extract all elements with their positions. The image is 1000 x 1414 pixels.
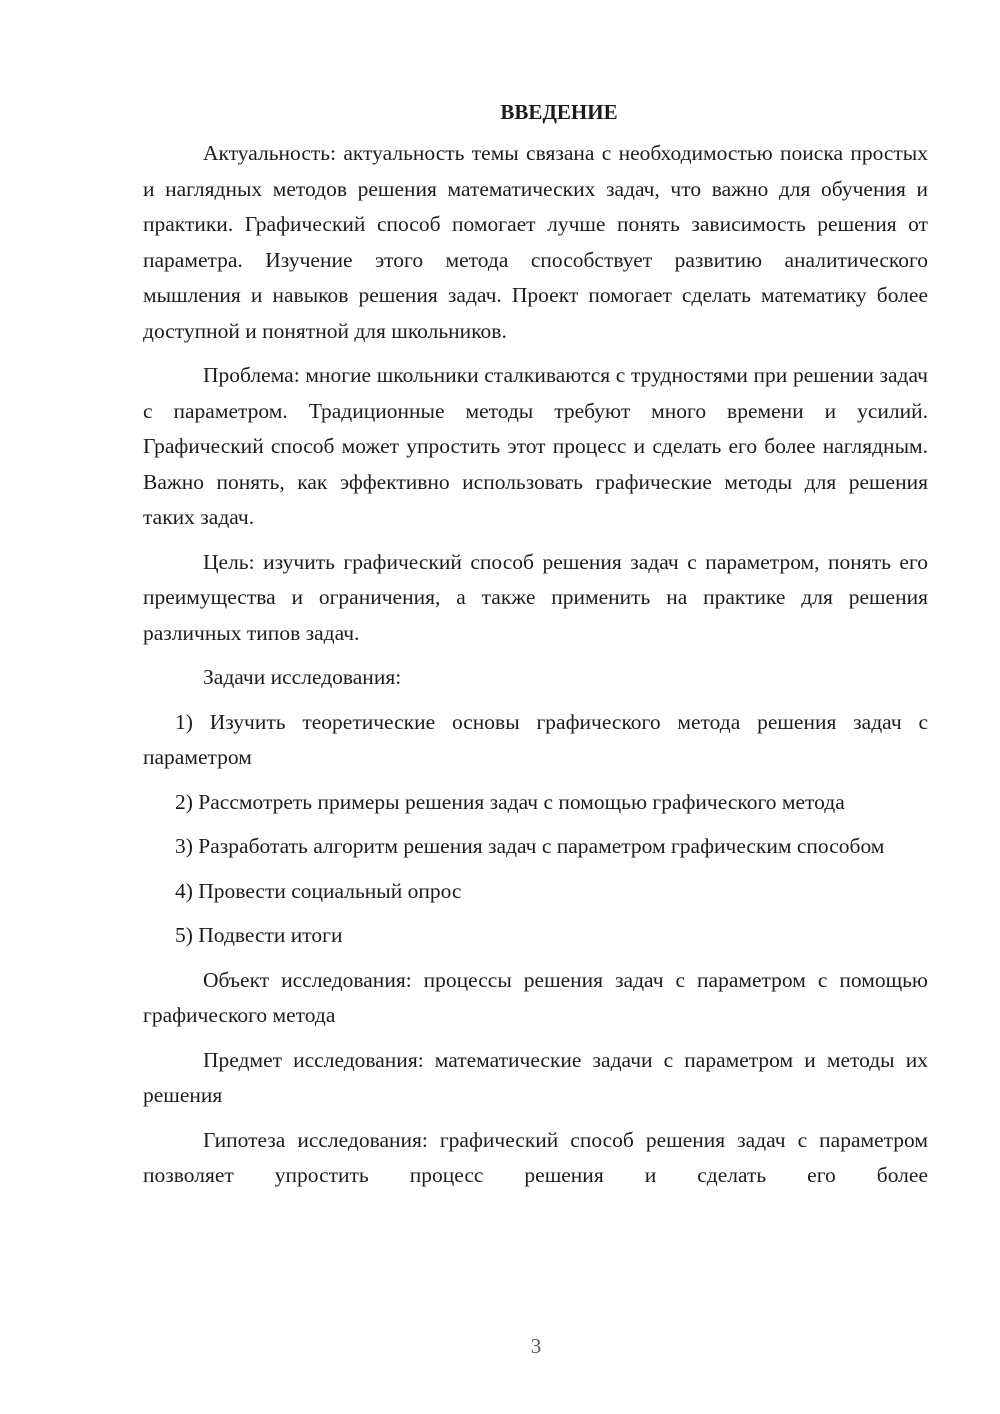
problem-paragraph: Проблема: многие школьники сталкиваются с трудностями при решении задач с параметром. Традиционные методы требуют много времени и усилий. Графический способ может упростить этот процесс и сделать его более наглядным. Важно понять, как эффективно использовать графические методы для решения таких задач. [143, 363, 928, 529]
task-item: 4) Провести социальный опрос [175, 878, 462, 903]
hypothesis-paragraph: Гипотеза исследования: графический способ решения задач с параметром позволяет упростить процесс решения и сделать его более [143, 1127, 928, 1187]
relevance-paragraph: Актуальность: актуальность темы связана с необходимостью поиска простых и наглядных методов решения математических задач, что важно для обучения и практики. Графический способ помогает лучше понять зависимость решения от параметра. Изучение этого метода способствует развитию аналитического мышления и навыков решения задач. Проект помогает сделать математику более доступной и понятной для школьников. [143, 141, 928, 343]
subject-paragraph: Предмет исследования: математические задачи с параметром и методы их решения [143, 1047, 928, 1107]
page-number: 3 [530, 1334, 542, 1358]
tasks-heading: Задачи исследования: [203, 665, 402, 689]
object-paragraph: Объект исследования: процессы решения задач с параметром с помощью графического метода [143, 967, 928, 1027]
goal-paragraph: Цель: изучить графический способ решения задач с параметром, понять его преимущества и ограничения, а также применить на практике для решения различных типов задач. [143, 549, 928, 645]
task-item: 3) Разработать алгоритм решения задач с параметром графическим способом [175, 834, 885, 858]
task-item: 1) Изучить теоретические основы графического метода решения задач с параметром [143, 709, 928, 769]
task-item: 5) Подвести итоги [175, 923, 343, 947]
document-body [143, 97, 928, 1203]
task-item: 2) Рассмотреть примеры решения задач с помощью графического метода [175, 789, 845, 814]
section-heading: ВВЕДЕНИЕ [500, 100, 618, 124]
